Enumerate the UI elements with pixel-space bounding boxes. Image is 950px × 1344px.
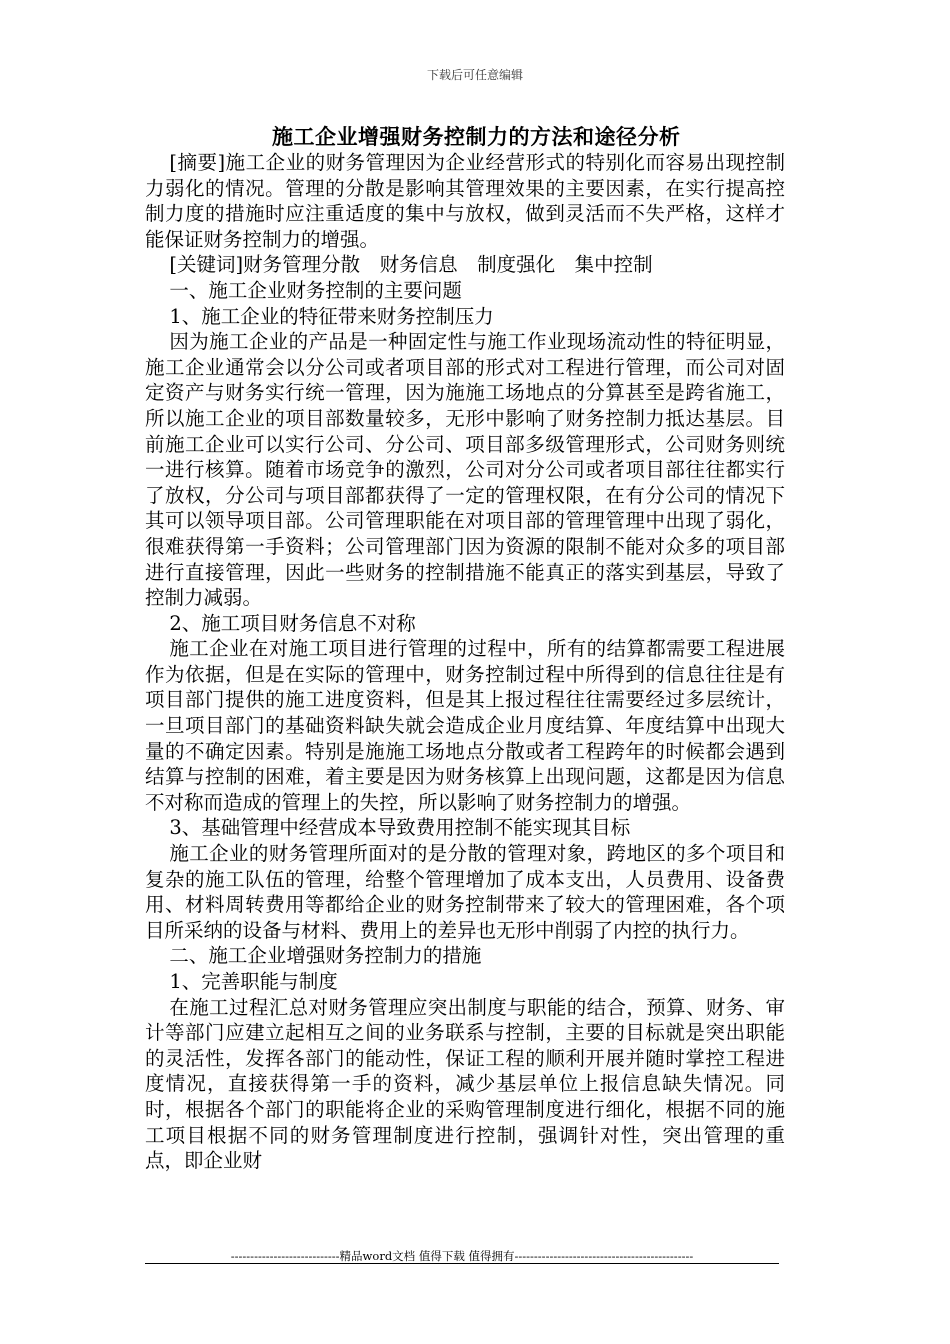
document-title: 施工企业增强财务控制力的方法和途径分析 <box>272 125 681 149</box>
body-paragraph: 施工企业在对施工项目进行管理的过程中，所有的结算都需要工程进展作为依据，但是在实际的管理中，财务控制过程中所得到的信息往往是有项目部门提供的施工进度资料，但是其上报过程往往需要经过多层统计，一旦项目部门的基础资料缺失就会造成企业月度结算、年度结算中出现大量的不确定因素。特别是施施工场地点分散或者工程跨年的时候都会遇到结算与控制的困难，着主要是因为财务核算上出现问题，这都是因为信息不对称而造成的管理上的失控，所以影响了财务控制力的增强。 <box>145 637 785 814</box>
body-paragraph: 因为施工企业的产品是一种固定性与施工作业现场流动性的特征明显，施工企业通常会以分公司或者项目部的形式对工程进行管理，而公司对固定资产与财务实行统一管理，因为施施工场地点的分算甚至是跨省施工，所以施工企业的项目部数量较多，无形中影响了财务控制力抵达基层。目前施工企业可以实行公司、分公司、项目部多级管理形式，公司财务则统一进行核算。随着市场竞争的激烈，公司对分公司或者项目部往往都实行了放权，分公司与项目部都获得了一定的管理权限，在有分公司的情况下其可以领导项目部。公司管理职能在对项目部的管理管理中出现了弱化，很难获得第一手资料；公司管理部门因为资源的限制不能对众多的项目部进行直接管理，因此一些财务的控制措施不能真正的落实到基层，导致了控制力减弱。 <box>145 330 785 610</box>
subsection-heading: 3、基础管理中经营成本导致费用控制不能实现其目标 <box>169 816 631 840</box>
abstract-paragraph: [摘要]施工企业的财务管理因为企业经营形式的特别化而容易出现控制力弱化的情况。管理的分散是影响其管理效果的主要因素，在实行提高控制力度的措施时应注重适度的集中与放权，做到灵活而不失严格，这样才能保证财务控制力的增强。 <box>145 151 785 251</box>
footer-divider <box>145 1263 779 1264</box>
keywords-line: [关键词]财务管理分散 财务信息 制度强化 集中控制 <box>169 253 653 277</box>
footer-text: ----------------------------精品word文档 值得下载 值得拥有---------------------------------------------- <box>230 1249 694 1263</box>
section-heading: 一、施工企业财务控制的主要问题 <box>169 278 462 302</box>
subsection-heading: 1、完善职能与制度 <box>169 970 338 993</box>
document-body <box>145 150 785 1174</box>
body-paragraph: 施工企业的财务管理所面对的是分散的管理对象，跨地区的多个项目和复杂的施工队伍的管理，给整个管理增加了成本支出，人员费用、设备费用、材料周转费用等都给企业的财务控制带来了较大的管理困难，各个项目所采纳的设备与材料、费用上的差异也无形中削弱了内控的执行力。 <box>145 842 785 942</box>
section-heading: 二、施工企业增强财务控制力的措施 <box>169 944 482 968</box>
subsection-heading: 1、施工企业的特征带来财务控制压力 <box>169 304 494 328</box>
subsection-heading: 2、施工项目财务信息不对称 <box>169 611 416 635</box>
header-note: 下载后可任意编辑 <box>426 68 523 82</box>
body-paragraph: 在施工过程汇总对财务管理应突出制度与职能的结合，预算、财务、审计等部门应建立起相互之间的业务联系与控制，主要的目标就是突出职能的灵活性，发挥各部门的能动性，保证工程的顺利开展并随时掌控工程进度情况，直接获得第一手的资料，减少基层单位上报信息缺失情况。同时，根据各个部门的职能将企业的采购管理制度进行细化，根据不同的施工项目根据不同的财务管理制度进行控制，强调针对性，突出管理的重点，即企业财 <box>145 995 785 1173</box>
